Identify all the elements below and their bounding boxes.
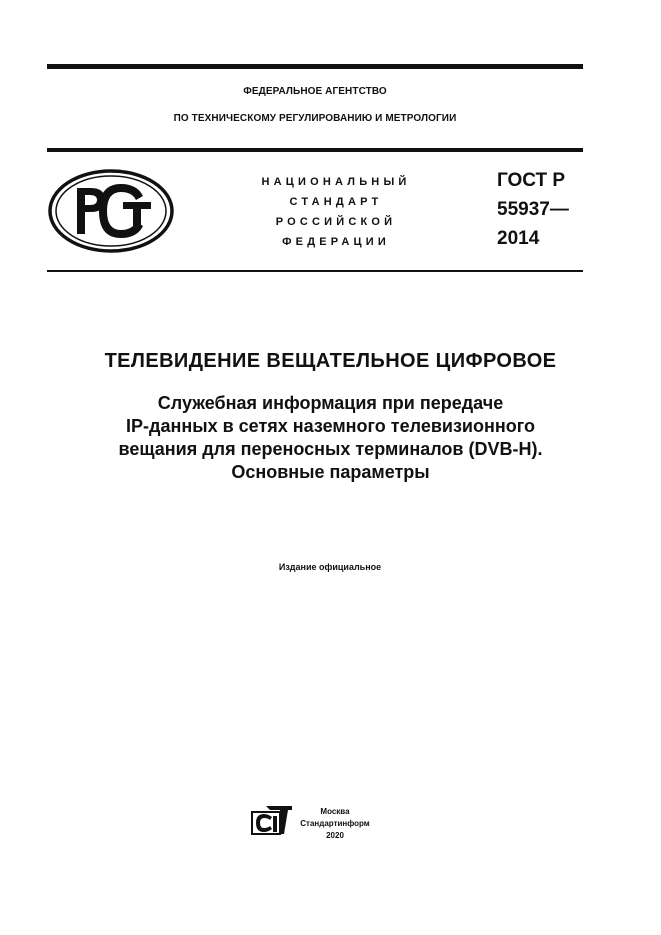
subtitle-line-3: вещания для переносных терминалов (DVB-H).: [118, 439, 543, 459]
subtitle-line-2: IP-данных в сетях наземного телевизионного: [126, 416, 535, 436]
rst-emblem-icon: [47, 168, 175, 254]
gost-number: [497, 166, 569, 253]
document-title: ТЕЛЕВИДЕНИЕ ВЕЩАТЕЛЬНОЕ ЦИФРОВОЕ: [104, 350, 557, 372]
publisher-block: [290, 806, 380, 842]
national-standard-label: [236, 172, 436, 252]
gost-line-2: 55937—: [497, 199, 569, 220]
middle-rule: [47, 148, 583, 152]
standartinform-logo-icon: [248, 806, 292, 836]
publisher-year: 2020: [326, 831, 344, 840]
subtitle-line-4: Основные параметры: [231, 462, 430, 482]
document-subtitle: [30, 392, 631, 484]
agency-line-2: ПО ТЕХНИЧЕСКОМУ РЕГУЛИРОВАНИЮ И МЕТРОЛОГИИ: [173, 113, 457, 124]
agency-line-1: ФЕДЕРАЛЬНОЕ АГЕНТСТВО: [243, 86, 387, 97]
subtitle-line-1: Служебная информация при передаче: [157, 393, 504, 413]
edition-label: Издание официальное: [278, 562, 382, 572]
publisher-name: Стандартинформ: [300, 819, 370, 828]
lower-rule: [47, 270, 583, 272]
publisher-city: Москва: [320, 807, 350, 816]
gost-line-3: 2014: [497, 228, 540, 249]
top-rule: [47, 64, 583, 69]
national-line-2: СТАНДАРТ: [289, 196, 383, 208]
national-line-4: ФЕДЕРАЦИИ: [282, 236, 390, 248]
national-line-3: РОССИЙСКОЙ: [275, 216, 397, 228]
national-line-1: НАЦИОНАЛЬНЫЙ: [261, 176, 411, 188]
gost-line-1: ГОСТ Р: [497, 170, 566, 191]
